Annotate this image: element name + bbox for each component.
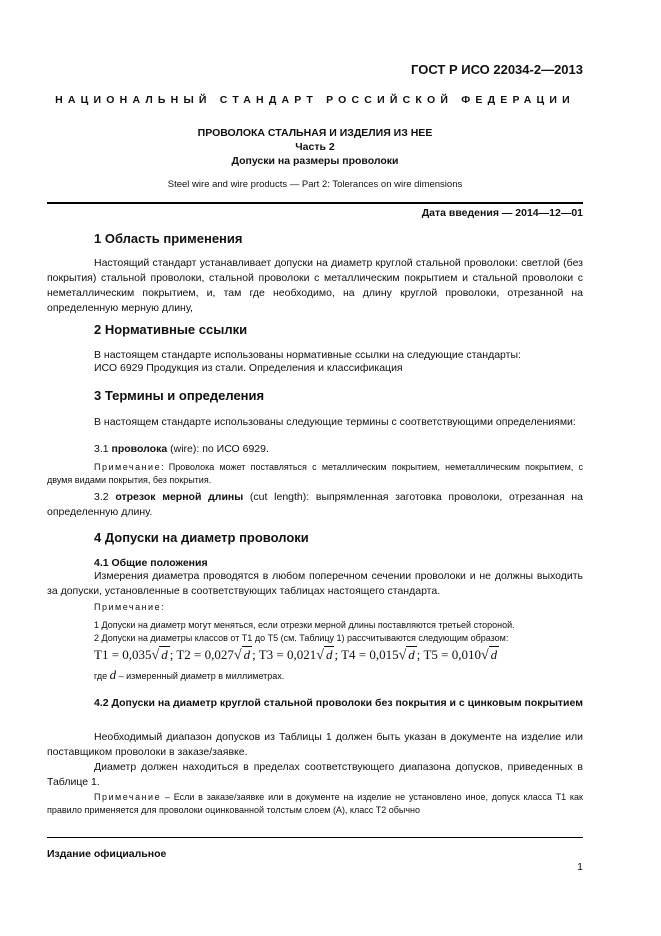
where-variable: d xyxy=(109,667,117,682)
formula-t5: T5 = 0,010√ d xyxy=(423,647,498,663)
subsection-4-1-heading: 4.1 Общие положения xyxy=(94,557,208,569)
where-clause: где d – измеренный диаметр в миллиметрах. xyxy=(94,667,285,682)
subsection-4-2-heading: 4.2 Допуски на диаметр круглой стальной проволоки без покрытия и с цинковым покрытием xyxy=(94,697,583,709)
section-2-heading: 2 Нормативные ссылки xyxy=(94,322,248,337)
section-1-heading: 1 Область применения xyxy=(94,231,243,246)
term-3-2 xyxy=(47,490,583,520)
subsection-4-2-paragraph-1: Необходимый диапазон допусков из Таблицы 1 должен быть указан в документе на изделие или поставщиком проволоки в заказе/заявке. xyxy=(47,731,583,758)
section-4-heading: 4 Допуски на диаметр проволоки xyxy=(94,530,309,545)
document-number: ГОСТ Р ИСО 22034-2—2013 xyxy=(411,62,583,77)
section-3-paragraph: В настоящем стандарте использованы следующие термины с соответствующими определениями: xyxy=(94,416,576,428)
official-edition-label: Издание официальное xyxy=(47,848,167,860)
note-label: Примечание xyxy=(94,462,162,472)
subsection-4-1-paragraph: Измерения диаметра проводятся в любом поперечном сечении проволоки и не должны выходить за допуски, установленные в соответствующих таблицах настоящего стандарта. xyxy=(47,570,583,597)
section-3-note xyxy=(47,461,583,487)
formula-t3: T3 = 0,021√ d ; xyxy=(258,647,339,663)
title-line-3: Допуски на размеры проволоки xyxy=(231,155,399,167)
national-standard-banner: НАЦИОНАЛЬНЫЙ СТАНДАРТ РОССИЙСКОЙ ФЕДЕРАЦИИ xyxy=(55,94,575,106)
english-title: Steel wire and wire products — Part 2: Tolerances on wire dimensions xyxy=(167,179,463,190)
subsection-4-2-note xyxy=(47,791,583,817)
subsection-4-2-paragraph-2: Диаметр должен находиться в пределах соответствующего диапазона допусков, приведенных в Таблице 1. xyxy=(47,761,583,788)
term-3-2-term: отрезок мерной длины xyxy=(115,491,244,503)
introduction-date: Дата введения — 2014—12—01 xyxy=(421,207,583,219)
title-line-2: Часть 2 xyxy=(295,141,335,153)
formula-t2: T2 = 0,027√ d ; xyxy=(176,647,256,663)
term-3-1-term: проволока xyxy=(111,443,168,455)
section-3-heading: 3 Термины и определения xyxy=(94,388,265,403)
term-3-1-number: 3.1 xyxy=(94,443,112,455)
section-1-paragraph: Настоящий стандарт устанавливает допуски на диаметр круглой стальной проволоки: светлой (без покрытия) стальной проволоки, стальной проволоки с металлическим покрытием и стальной проволоки с неметаллическим покрытием, и, там где необходимо, на длину круглой проволоки, отрезанной на определенную мерную длину, xyxy=(47,257,583,314)
term-3-2-number: 3.2 xyxy=(94,491,116,503)
footer-divider xyxy=(47,837,583,838)
title-line-1: ПРОВОЛОКА СТАЛЬНАЯ И ИЗДЕЛИЯ ИЗ НЕЕ xyxy=(197,127,433,139)
term-3-1-definition: (wire): по ИСО 6929. xyxy=(167,443,269,455)
notes-label: Примечание: xyxy=(94,602,166,612)
note-1: 1 Допуски на диаметр могут меняться, если отрезки мерной длины поставляются третьей стороной. xyxy=(94,620,515,630)
note-2: 2 Допуски на диаметры классов от T1 до T5 (см. Таблицу 1) рассчитываются следующим образом: xyxy=(94,633,509,643)
term-3-1 xyxy=(47,442,583,457)
tolerance-formulas xyxy=(94,647,499,664)
note-label: Примечание xyxy=(94,792,162,802)
note-text: – Если в заказе/заявке или в документе на изделие не установлено иное, допуск класса T1 как правило применяется для проволоки оцинкованной толстым слоем (A), класс T2 обычно xyxy=(47,792,583,815)
section-2-paragraph-1: В настоящем стандарте использованы нормативные ссылки на следующие стандарты: xyxy=(94,349,521,361)
term-3-2-definition: (cut length): выпрямленная заготовка проволоки, отрезанная на определенную длину. xyxy=(47,491,584,518)
note-text: : Проволока может поставляться с металлическим покрытием, неметаллическим покрытием, с двумя видами покрытия, без покрытия. xyxy=(47,462,583,485)
page-number: 1 xyxy=(577,861,583,873)
title-divider xyxy=(47,202,583,204)
section-2-paragraph-2: ИСО 6929 Продукция из стали. Определения и классификация xyxy=(94,362,403,374)
formula-t4: T4 = 0,015√ d ; xyxy=(341,647,421,663)
formula-t1: T1 = 0,035√ d ; xyxy=(94,647,174,663)
